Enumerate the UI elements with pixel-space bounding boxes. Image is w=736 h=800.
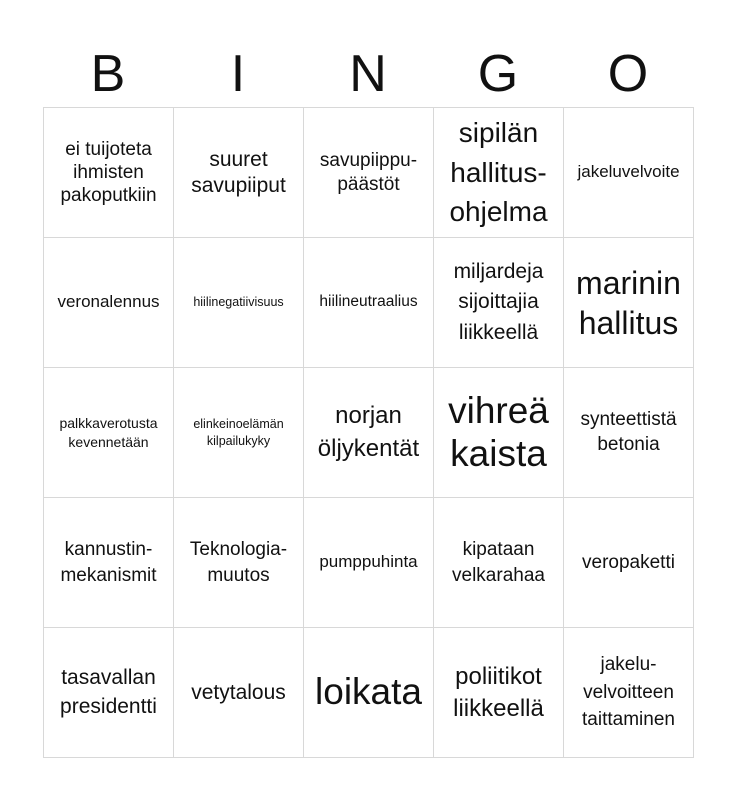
header-letter-o: O — [607, 45, 649, 103]
bingo-cell-text: palkkaverotusta kevennetään — [59, 414, 158, 450]
bingo-cell[interactable] — [433, 627, 564, 758]
bingo-cell[interactable] — [173, 497, 304, 628]
bingo-cell-text: norjan öljykentät — [317, 402, 420, 462]
bingo-cell-text: veronalennus — [57, 292, 160, 312]
header-letter-n: N — [349, 45, 387, 103]
bingo-cell[interactable] — [433, 367, 564, 498]
bingo-cell[interactable] — [173, 367, 304, 498]
bingo-cell-text: elinkeinoelämän kilpailukyky — [193, 416, 284, 448]
bingo-board — [43, 107, 693, 757]
bingo-cell-text: hiilineutraalius — [319, 293, 418, 311]
bingo-cell-text: miljardeja sijoittajia liikkeellä — [453, 259, 544, 344]
bingo-cell[interactable] — [303, 107, 434, 238]
bingo-cell[interactable] — [563, 627, 694, 758]
bingo-cell[interactable] — [43, 107, 174, 238]
bingo-cell-text: jakeluvelvoite — [577, 162, 680, 182]
bingo-cell[interactable] — [563, 497, 694, 628]
bingo-cell[interactable] — [173, 627, 304, 758]
bingo-cell-text: pumppuhinta — [319, 552, 418, 572]
bingo-cell-text: jakelu-velvoitteen taittaminen — [582, 654, 675, 731]
bingo-cell[interactable] — [433, 237, 564, 368]
bingo-cell-text: hiilinegatiivisuus — [193, 294, 284, 309]
bingo-cell-text: kannustin-mekanismit — [60, 538, 157, 586]
bingo-cell[interactable] — [43, 237, 174, 368]
header-letter-g: G — [477, 45, 519, 103]
bingo-cell-text: kipataan velkarahaa — [452, 538, 545, 586]
bingo-cell[interactable] — [173, 237, 304, 368]
bingo-cell[interactable] — [563, 367, 694, 498]
bingo-cell-text: synteettistä betonia — [580, 408, 677, 455]
bingo-cell-text: ei tuijoteta ihmisten pakoputkiin — [60, 138, 157, 207]
bingo-cell-text: poliitikot liikkeellä — [453, 663, 544, 722]
bingo-cell[interactable] — [563, 107, 694, 238]
header-letter-i: I — [230, 45, 246, 103]
bingo-cell[interactable] — [43, 627, 174, 758]
bingo-cell[interactable] — [563, 237, 694, 368]
bingo-header — [43, 42, 693, 106]
bingo-cell[interactable] — [433, 497, 564, 628]
bingo-cell[interactable] — [43, 497, 174, 628]
bingo-cell[interactable] — [303, 627, 434, 758]
bingo-cell-text: Teknologia-muutos — [189, 538, 288, 586]
bingo-cell[interactable] — [173, 107, 304, 238]
bingo-cell-text: savupiippu-päästöt — [319, 150, 418, 195]
bingo-cell[interactable] — [303, 237, 434, 368]
bingo-cell-text: marinin hallitus — [576, 264, 681, 341]
bingo-cell-text: tasavallan presidentti — [60, 666, 157, 718]
header-letter-b: B — [90, 45, 126, 103]
bingo-cell[interactable] — [303, 497, 434, 628]
bingo-cell[interactable] — [303, 367, 434, 498]
bingo-cell-text: sipilän hallitus-ohjelma — [449, 116, 548, 228]
bingo-cell-text: loikata — [315, 671, 422, 713]
bingo-cell[interactable] — [433, 107, 564, 238]
bingo-cell[interactable] — [43, 367, 174, 498]
bingo-cell-text: suuret savupiiput — [191, 147, 286, 197]
bingo-cell-text: vetytalous — [191, 680, 286, 704]
bingo-cell-text: veropaketti — [582, 551, 675, 573]
bingo-cell-text: vihreä kaista — [448, 389, 549, 474]
